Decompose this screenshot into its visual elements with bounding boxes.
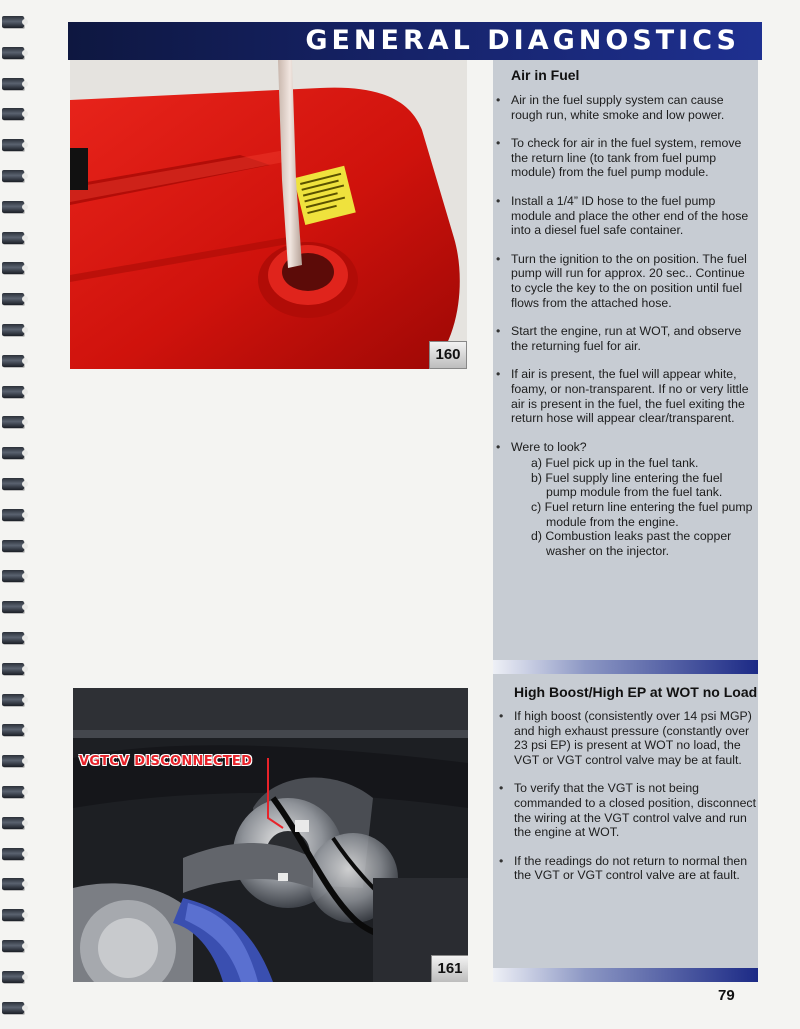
bullet-item: • If the readings do not return to normal then the VGT or VGT control valve are at fault. [496,854,758,883]
page-header-title: GENERAL DIAGNOSTICS [305,25,740,56]
header-bar [68,22,762,60]
binding-ring [2,139,24,151]
bullet-item [493,440,755,559]
photo-number-161: 161 [431,955,468,982]
bullet-item: • Install a 1/4” ID hose to the fuel pump module and place the other end of the hose into a diesel fuel safe container. [493,194,755,238]
vgtcv-disconnected-label: VGTCV DISCONNECTED [79,754,253,769]
fuel-tank-photo [70,60,467,369]
binding-ring [2,355,24,367]
binding-ring [2,386,24,398]
binding-ring [2,940,24,952]
binding-ring [2,16,24,28]
photo-number-160: 160 [429,341,467,369]
spiral-binding [0,0,30,1029]
footer-divider-bar [493,968,758,982]
binding-ring [2,755,24,767]
binding-ring [2,324,24,336]
sub-item: c) Fuel return line entering the fuel pump module from the engine. [531,500,753,529]
fuel-tank-illustration [70,60,467,369]
sub-item: b) Fuel supply line entering the fuel pump module from the fuel tank. [531,470,723,500]
binding-ring [2,878,24,890]
bullet-item: • If air is present, the fuel will appear white, foamy, or non-transparent. If no or very little air is present in the fuel, the fuel exiting the return hose will appear clear/transparent. [493,367,755,425]
binding-ring [2,78,24,90]
binding-ring [2,509,24,521]
binding-ring [2,786,24,798]
bullet-item: • To verify that the VGT is not being commanded to a closed position, disconnect the wiring at the VGT control valve and run the engine at WOT. [496,781,758,839]
binding-ring [2,232,24,244]
sub-item: a) Fuel pick up in the fuel tank. [531,456,699,471]
binding-ring [2,293,24,305]
binding-ring [2,170,24,182]
binding-ring [2,478,24,490]
binding-ring [2,848,24,860]
binding-ring [2,540,24,552]
binding-ring [2,447,24,459]
binding-ring [2,724,24,736]
where-to-look-list [511,456,755,558]
binding-ring [2,262,24,274]
bullet-item: • Air in the fuel supply system can cause rough run, white smoke and low power. [493,93,755,122]
bullet-item: • Turn the ignition to the on position. The fuel pump will run for approx. 20 sec.. Continue to cycle the key to the on position until fuel flows from the attached hose. [493,252,755,310]
bullet-item: • To check for air in the fuel system, remove the return line (to tank from fuel pump module) from the fuel pump module. [493,136,755,180]
section-title-air-in-fuel: Air in Fuel [511,67,580,83]
binding-ring [2,632,24,644]
binding-ring [2,601,24,613]
section-divider-bar [493,660,758,674]
binding-ring [2,909,24,921]
binding-ring [2,694,24,706]
binding-ring [2,108,24,120]
bullet-item: • If high boost (consistently over 14 psi MGP) and high exhaust pressure (constantly over 23 psi EP) is present at WOT no load, the VGT or VGT control valve may be at fault. [496,709,758,767]
page-number: 79 [718,987,735,1004]
bullet-item: • Start the engine, run at WOT, and observe the returning fuel for air. [493,324,755,353]
high-boost-list [496,709,758,883]
section-title-high-boost: High Boost/High EP at WOT no Load [514,684,758,700]
sub-item: d) Combustion leaks past the copper washer on the injector. [531,529,732,558]
binding-ring [2,663,24,675]
binding-ring [2,47,24,59]
engine-photo [73,688,468,982]
binding-ring [2,817,24,829]
engine-bay-illustration [73,688,468,982]
binding-ring [2,201,24,213]
binding-ring [2,570,24,582]
binding-ring [2,971,24,983]
where-to-look-label: Were to look? [511,439,587,454]
binding-ring [2,1002,24,1014]
air-in-fuel-list [493,93,755,558]
binding-ring [2,416,24,428]
